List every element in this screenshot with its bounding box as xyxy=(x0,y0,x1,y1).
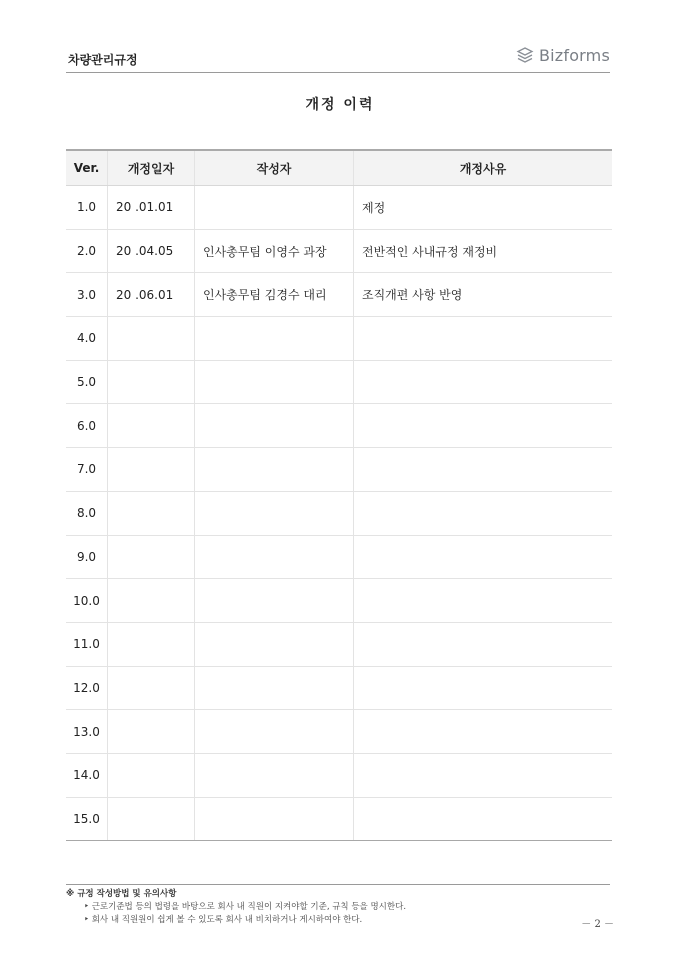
cell-reason xyxy=(354,710,613,754)
table-row xyxy=(66,448,612,492)
cell-author xyxy=(195,317,354,361)
cell-author xyxy=(195,360,354,404)
table-row xyxy=(66,753,612,797)
cell-reason xyxy=(354,753,613,797)
cell-date xyxy=(108,797,195,841)
cell-date xyxy=(108,710,195,754)
cell-version: 11.0 xyxy=(66,622,108,666)
revision-history-table xyxy=(66,149,612,841)
cell-date: 20 .01.01 xyxy=(108,186,195,230)
table-header-row xyxy=(66,150,612,186)
cell-reason xyxy=(354,448,613,492)
cell-reason xyxy=(354,535,613,579)
cell-version: 12.0 xyxy=(66,666,108,710)
cell-date xyxy=(108,622,195,666)
table-row xyxy=(66,491,612,535)
document-title: 차량관리규정 xyxy=(68,53,138,67)
cell-version: 7.0 xyxy=(66,448,108,492)
cell-reason xyxy=(354,317,613,361)
table-row xyxy=(66,710,612,754)
cell-author xyxy=(195,186,354,230)
cell-date xyxy=(108,317,195,361)
cell-version: 3.0 xyxy=(66,273,108,317)
cell-date: 20 .06.01 xyxy=(108,273,195,317)
cell-version: 2.0 xyxy=(66,229,108,273)
table-row xyxy=(66,229,612,273)
cell-date: 20 .04.05 xyxy=(108,229,195,273)
table-row xyxy=(66,273,612,317)
cell-date xyxy=(108,491,195,535)
table-row xyxy=(66,622,612,666)
cell-version: 14.0 xyxy=(66,753,108,797)
cell-author xyxy=(195,491,354,535)
cell-version: 6.0 xyxy=(66,404,108,448)
brand-logo xyxy=(515,45,610,65)
footer-divider xyxy=(66,884,610,885)
cell-version: 15.0 xyxy=(66,797,108,841)
cell-reason xyxy=(354,579,613,623)
column-header-date: 개정일자 xyxy=(108,150,195,186)
table-row xyxy=(66,317,612,361)
page-number: － 2 － xyxy=(581,919,614,930)
cell-version: 10.0 xyxy=(66,579,108,623)
cell-date xyxy=(108,535,195,579)
notes-title: ※ 규정 작성방법 및 유의사항 xyxy=(66,889,177,899)
cell-author xyxy=(195,448,354,492)
note-item: ‣ 회사 내 직원원이 쉽게 볼 수 있도록 회사 내 비치하거나 게시하여야 한다. xyxy=(84,915,363,925)
cell-date xyxy=(108,666,195,710)
cell-date xyxy=(108,579,195,623)
cell-reason xyxy=(354,666,613,710)
column-header-author: 작성자 xyxy=(195,150,354,186)
cell-reason xyxy=(354,622,613,666)
cell-reason xyxy=(354,360,613,404)
cell-reason xyxy=(354,491,613,535)
cell-reason: 전반적인 사내규정 재정비 xyxy=(354,229,613,273)
cell-version: 9.0 xyxy=(66,535,108,579)
cell-date xyxy=(108,753,195,797)
section-title: 개정 이력 xyxy=(305,97,375,113)
cell-version: 13.0 xyxy=(66,710,108,754)
cell-author xyxy=(195,797,354,841)
cell-version: 8.0 xyxy=(66,491,108,535)
cell-author xyxy=(195,666,354,710)
table-row xyxy=(66,666,612,710)
cell-date xyxy=(108,360,195,404)
column-header-version: Ver. xyxy=(66,150,108,186)
cell-author xyxy=(195,622,354,666)
table-body xyxy=(66,186,612,841)
footer-notes xyxy=(66,888,406,927)
table-row xyxy=(66,797,612,841)
cell-date xyxy=(108,404,195,448)
brand-name: Bizforms xyxy=(538,45,610,65)
cell-date xyxy=(108,448,195,492)
cell-reason: 조직개편 사항 반영 xyxy=(354,273,613,317)
cell-author xyxy=(195,710,354,754)
note-item: ‣ 근로기준법 등의 법령을 바탕으로 회사 내 직원이 지켜야할 기준, 규칙 등을 명시한다. xyxy=(84,902,407,912)
cell-author xyxy=(195,404,354,448)
cell-author: 인사총무팀 김경수 대리 xyxy=(195,273,354,317)
column-header-reason: 개정사유 xyxy=(354,150,613,186)
table-row xyxy=(66,404,612,448)
table-row xyxy=(66,535,612,579)
cell-version: 4.0 xyxy=(66,317,108,361)
cell-author xyxy=(195,753,354,797)
document-header xyxy=(66,42,610,73)
cell-author: 인사총무팀 이영수 과장 xyxy=(195,229,354,273)
table-row xyxy=(66,579,612,623)
cell-author xyxy=(195,579,354,623)
cell-version: 1.0 xyxy=(66,186,108,230)
table-row xyxy=(66,186,612,230)
cell-reason xyxy=(354,404,613,448)
cell-author xyxy=(195,535,354,579)
stacked-layers-icon xyxy=(515,45,535,65)
table-row xyxy=(66,360,612,404)
cell-version: 5.0 xyxy=(66,360,108,404)
cell-reason: 제정 xyxy=(354,186,613,230)
cell-reason xyxy=(354,797,613,841)
